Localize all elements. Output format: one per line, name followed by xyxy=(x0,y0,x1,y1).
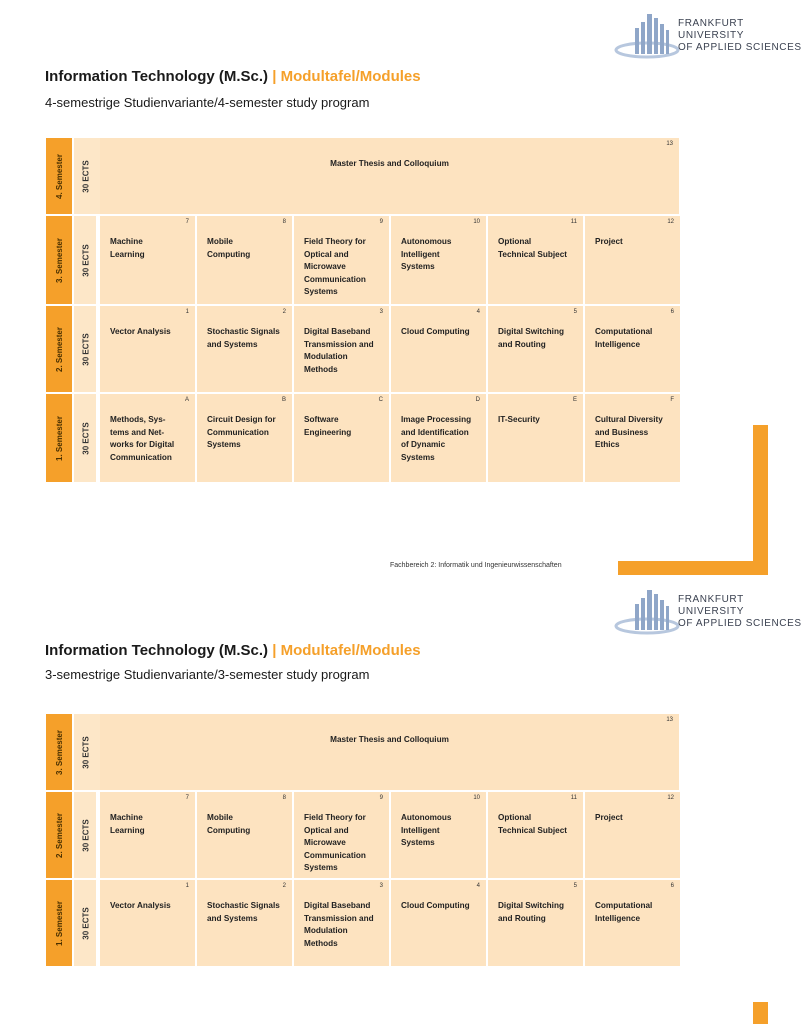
module-cell xyxy=(197,792,292,878)
title-modules: Modultafel/Modules xyxy=(280,642,421,659)
logo xyxy=(615,14,802,64)
module-cell xyxy=(100,792,195,878)
page-subtitle: 4-semestrige Studienvariante/4-semester study program xyxy=(45,95,370,110)
module-title: Machine Learning xyxy=(110,813,145,835)
module-cell xyxy=(294,792,389,878)
semester-text: 3. Semester xyxy=(54,237,64,283)
ects-text: 30 ECTS xyxy=(81,906,91,940)
semester-label xyxy=(46,306,72,392)
module-cell xyxy=(391,306,486,392)
module-number: 1 xyxy=(185,309,189,315)
module-title: Master Thesis and Colloquium xyxy=(330,735,449,744)
module-title: Autonomous Intelligent Systems xyxy=(401,237,452,271)
module-title: Computational Intelligence xyxy=(595,901,653,923)
module-number: 11 xyxy=(570,795,577,801)
page-title xyxy=(45,68,421,85)
module-number: A xyxy=(184,397,189,403)
module-title: Vector Analysis xyxy=(110,901,171,910)
module-cell xyxy=(488,792,583,878)
module-title: IT-Security xyxy=(498,415,540,424)
module-number: E xyxy=(572,397,577,403)
module-cell xyxy=(294,306,389,392)
title-separator: | xyxy=(268,642,281,659)
module-number: 10 xyxy=(473,219,480,225)
module-title: Master Thesis and Colloquium xyxy=(330,159,449,168)
module-cell xyxy=(391,216,486,304)
module-title: Cloud Computing xyxy=(401,901,470,910)
footer-text: Fachbereich 2: Informatik und Ingenieurwissenschaften xyxy=(390,562,562,569)
module-cell xyxy=(100,216,195,304)
module-cell xyxy=(197,216,292,304)
module-title: Stochastic Signals and Systems xyxy=(207,901,280,923)
module-cell xyxy=(294,880,389,966)
module-cell xyxy=(100,880,195,966)
module-number: 6 xyxy=(670,309,674,315)
semester-label xyxy=(46,138,72,214)
ects-text: 30 ECTS xyxy=(81,421,91,455)
module-cell-thesis xyxy=(100,138,679,214)
semester-text: 1. Semester xyxy=(54,900,64,946)
module-title: Digital Switching and Routing xyxy=(498,327,564,349)
module-number: 8 xyxy=(282,795,286,801)
ects-text: 30 ECTS xyxy=(81,818,91,852)
module-number: F xyxy=(670,397,674,403)
module-number: 6 xyxy=(670,883,674,889)
title-main: Information Technology (M.Sc.) xyxy=(45,68,269,85)
page-title xyxy=(45,642,421,659)
module-title: Stochastic Signals and Systems xyxy=(207,327,280,349)
module-number: 3 xyxy=(379,309,383,315)
title-separator: | xyxy=(268,68,281,85)
module-cell xyxy=(391,792,486,878)
semester-label xyxy=(46,792,72,878)
bottom-accent-bar xyxy=(753,1002,768,1024)
semester-label xyxy=(46,714,72,790)
ects-label xyxy=(74,216,96,304)
module-cell xyxy=(585,306,680,392)
module-title: Mobile Computing xyxy=(207,237,251,259)
semester-label xyxy=(46,880,72,966)
module-number: 5 xyxy=(573,309,577,315)
module-number: C xyxy=(378,397,383,403)
module-title: Project xyxy=(595,813,623,822)
module-title: Image Processing and Identification of Dynamic Systems xyxy=(401,415,472,462)
module-number: 11 xyxy=(570,219,577,225)
module-title: Mobile Computing xyxy=(207,813,251,835)
module-cell xyxy=(294,394,389,482)
module-title: Autonomous Intelligent Systems xyxy=(401,813,452,847)
ects-text: 30 ECTS xyxy=(81,159,91,193)
logo xyxy=(615,590,802,640)
module-cell xyxy=(391,394,486,482)
module-title: Field Theory for Optical and Microwave Communication Systems xyxy=(304,813,366,872)
module-title: Circuit Design for Communication Systems xyxy=(207,415,276,449)
module-number: 7 xyxy=(185,795,189,801)
module-cell xyxy=(585,880,680,966)
module-title: Methods, Sys- tems and Net- works for Digital Communication xyxy=(110,415,175,462)
ects-text: 30 ECTS xyxy=(81,735,91,769)
module-number: 5 xyxy=(573,883,577,889)
module-title: Cloud Computing xyxy=(401,327,470,336)
ects-text: 30 ECTS xyxy=(81,243,91,277)
module-title: Software Engineering xyxy=(304,415,352,437)
module-cell xyxy=(197,306,292,392)
logo-line1: FRANKFURT xyxy=(678,594,744,605)
semester-text: 2. Semester xyxy=(54,812,64,858)
university-logo-icon xyxy=(615,590,685,640)
module-title: Optional Technical Subject xyxy=(498,237,568,259)
module-number: 2 xyxy=(282,309,286,315)
module-cell xyxy=(488,216,583,304)
module-number: 9 xyxy=(379,219,383,225)
ects-label xyxy=(74,880,96,966)
module-number: D xyxy=(475,397,480,403)
ects-text: 30 ECTS xyxy=(81,332,91,366)
module-number: B xyxy=(281,397,286,403)
module-number: 4 xyxy=(476,309,480,315)
module-cell xyxy=(488,306,583,392)
ects-label xyxy=(74,394,96,482)
semester-text: 3. Semester xyxy=(54,729,64,775)
module-title: Digital Switching and Routing xyxy=(498,901,564,923)
page-subtitle: 3-semestrige Studienvariante/3-semester study program xyxy=(45,667,370,682)
module-title: Field Theory for Optical and Microwave Communication Systems xyxy=(304,237,366,296)
module-number: 9 xyxy=(379,795,383,801)
module-cell xyxy=(197,880,292,966)
semester-text: 1. Semester xyxy=(54,415,64,461)
module-cell xyxy=(391,880,486,966)
module-number: 13 xyxy=(666,141,673,147)
module-number: 4 xyxy=(476,883,480,889)
logo-line2: UNIVERSITY xyxy=(678,30,745,41)
module-number: 12 xyxy=(667,795,674,801)
semester-label xyxy=(46,216,72,304)
university-logo-icon xyxy=(615,14,685,64)
module-title: Vector Analysis xyxy=(110,327,171,336)
module-title: Cultural Diversity and Business Ethics xyxy=(595,415,663,449)
module-title: Computational Intelligence xyxy=(595,327,653,349)
module-cell xyxy=(585,792,680,878)
module-cell xyxy=(100,306,195,392)
module-number: 3 xyxy=(379,883,383,889)
module-number: 10 xyxy=(473,795,480,801)
semester-text: 2. Semester xyxy=(54,326,64,372)
ects-label xyxy=(74,792,96,878)
semester-text: 4. Semester xyxy=(54,153,64,199)
module-number: 1 xyxy=(185,883,189,889)
module-title: Optional Technical Subject xyxy=(498,813,568,835)
title-main: Information Technology (M.Sc.) xyxy=(45,642,269,659)
module-cell xyxy=(294,216,389,304)
logo-line3: OF APPLIED SCIENCES xyxy=(678,42,802,53)
logo-line1: FRANKFURT xyxy=(678,18,744,29)
ects-label xyxy=(74,306,96,392)
footer-accent-line xyxy=(618,561,768,575)
module-number: 13 xyxy=(666,717,673,723)
title-modules: Modultafel/Modules xyxy=(280,68,421,85)
right-accent-bar xyxy=(753,425,768,575)
module-cell xyxy=(585,394,680,482)
module-cell xyxy=(100,394,195,482)
module-title: Digital Baseband Transmission and Modulation Methods xyxy=(304,327,374,374)
logo-line3: OF APPLIED SCIENCES xyxy=(678,618,802,629)
semester-label xyxy=(46,394,72,482)
module-title: Digital Baseband Transmission and Modulation Methods xyxy=(304,901,374,948)
module-cell-thesis xyxy=(100,714,679,790)
module-cell xyxy=(488,880,583,966)
logo-line2: UNIVERSITY xyxy=(678,606,745,617)
module-number: 8 xyxy=(282,219,286,225)
module-cell xyxy=(488,394,583,482)
module-number: 12 xyxy=(667,219,674,225)
module-title: Project xyxy=(595,237,623,246)
module-title: Machine Learning xyxy=(110,237,145,259)
module-cell xyxy=(197,394,292,482)
module-cell xyxy=(585,216,680,304)
module-number: 2 xyxy=(282,883,286,889)
module-number: 7 xyxy=(185,219,189,225)
